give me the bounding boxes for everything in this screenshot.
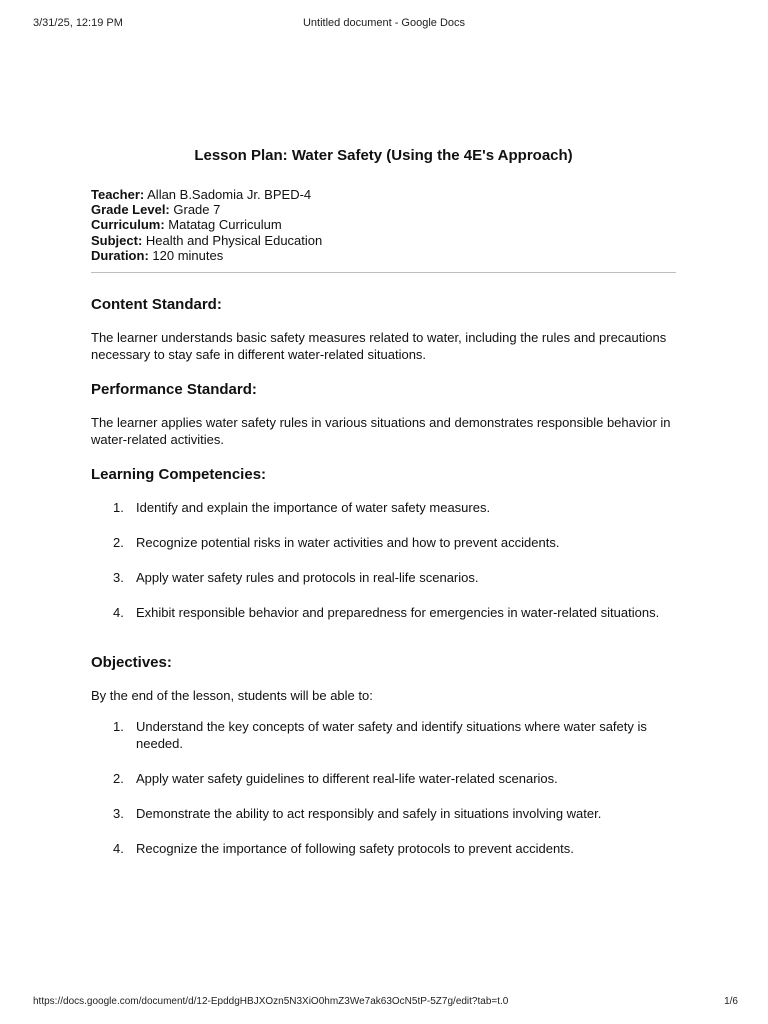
learning-competencies-list (91, 499, 676, 621)
page-number: 1/6 (724, 996, 738, 1007)
print-doc-title: Untitled document - Google Docs (302, 17, 466, 29)
list-number: 4. (113, 841, 124, 857)
meta-label: Subject: (91, 232, 143, 248)
meta-value: Grade 7 (169, 202, 221, 218)
document-page (91, 145, 676, 857)
performance-standard-text: The learner applies water safety rules in various situations and demonstrates responsible behavior in water-related activities. (91, 415, 671, 448)
list-item (91, 718, 676, 752)
list-text: Exhibit responsible behavior and preparedness for emergencies in water-related situations. (136, 605, 660, 621)
meta-curriculum (91, 217, 676, 232)
meta-label: Teacher: (91, 187, 145, 202)
print-url: https://docs.google.com/document/d/12-EpddgHBJXOzn5N3XiO0hmZ3We7ak63OcN5tP-5Z7g/edit?tab=t.0 (33, 996, 509, 1007)
meta-value: Health and Physical Education (142, 232, 323, 248)
list-item (91, 604, 676, 621)
meta-value: 120 minutes (148, 247, 224, 263)
list-text: Identify and explain the importance of water safety measures. (136, 500, 491, 516)
horizontal-rule (91, 272, 676, 273)
list-number: 1. (113, 719, 124, 735)
list-item (91, 805, 676, 822)
performance-standard-heading: Performance Standard: (91, 381, 257, 399)
objectives-list (91, 718, 676, 857)
meta-value: Matatag Curriculum (164, 217, 282, 233)
list-item (91, 499, 676, 516)
list-item (91, 840, 676, 857)
list-text: Demonstrate the ability to act responsibly and safely in situations involving water. (136, 806, 602, 822)
objectives-heading: Objectives: (91, 654, 172, 672)
list-number: 3. (113, 570, 124, 586)
list-text: Recognize potential risks in water activities and how to prevent accidents. (136, 535, 560, 551)
meta-label: Curriculum: (91, 217, 165, 233)
meta-grade-level (91, 202, 676, 217)
list-number: 3. (113, 806, 124, 822)
meta-label: Grade Level: (91, 202, 170, 218)
objectives-intro: By the end of the lesson, students will be able to: (91, 688, 373, 704)
print-datetime: 3/31/25, 12:19 PM (33, 17, 123, 29)
list-text: Apply water safety rules and protocols in real-life scenarios. (136, 570, 479, 586)
meta-label: Duration: (91, 247, 149, 263)
list-number: 1. (113, 500, 124, 516)
meta-value: Allan B.Sadomia Jr. BPED-4 (144, 187, 312, 202)
list-number: 2. (113, 771, 124, 787)
meta-subject (91, 233, 676, 248)
list-text: Apply water safety guidelines to different real-life water-related scenarios. (136, 771, 558, 787)
list-text: Recognize the importance of following safety protocols to prevent accidents. (136, 841, 574, 857)
content-standard-heading: Content Standard: (91, 296, 222, 314)
list-text: Understand the key concepts of water safety and identify situations where water safety is needed. (136, 719, 647, 752)
content-standard-text: The learner understands basic safety measures related to water, including the rules and precautions necessary to stay safe in different water-related situations. (91, 330, 667, 363)
meta-teacher (91, 187, 676, 202)
meta-duration (91, 248, 676, 263)
list-number: 4. (113, 605, 124, 621)
list-item (91, 770, 676, 787)
list-item (91, 569, 676, 586)
list-number: 2. (113, 535, 124, 551)
document-title: Lesson Plan: Water Safety (Using the 4E's Approach) (194, 147, 573, 164)
lesson-meta (91, 187, 676, 263)
learning-competencies-heading: Learning Competencies: (91, 466, 267, 484)
print-footer (0, 996, 768, 1012)
list-item (91, 534, 676, 551)
print-header (0, 17, 768, 33)
